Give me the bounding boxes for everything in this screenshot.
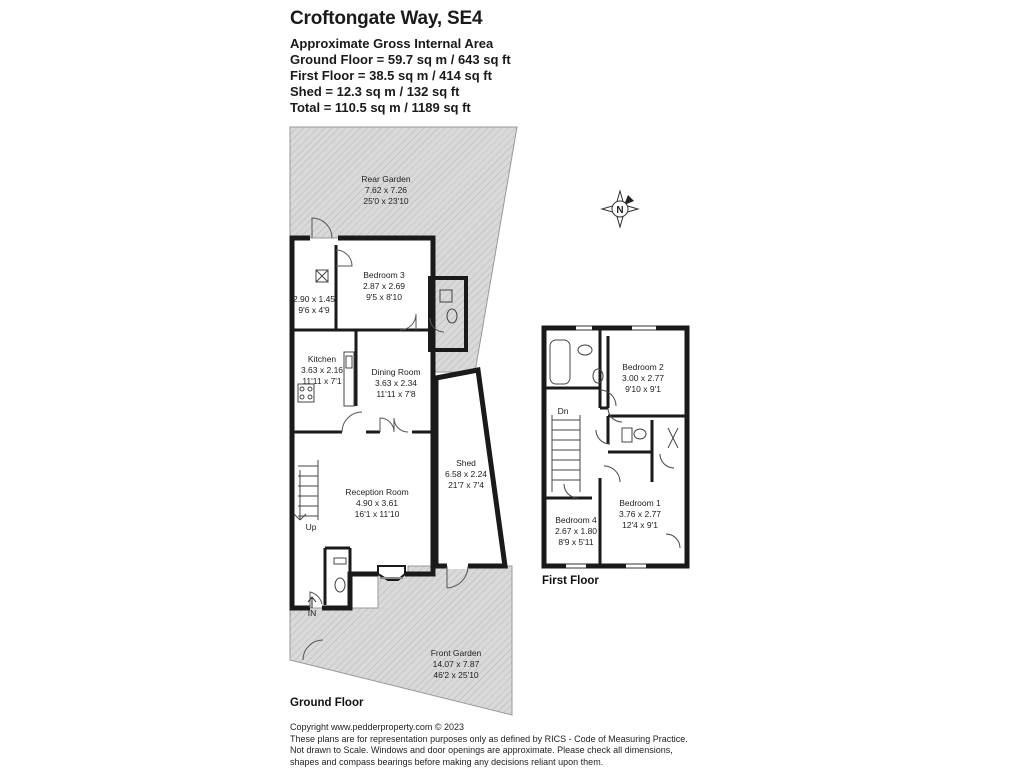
copyright-line: Copyright www.pedderproperty.com © 2023 [290, 722, 465, 732]
shed-metric: 6.58 x 2.24 [444, 469, 488, 479]
bedroom3-name: Bedroom 3 [363, 270, 405, 280]
bedroom3-imperial: 9'5 x 8'10 [366, 292, 402, 302]
reception-metric: 4.90 x 3.61 [355, 498, 399, 508]
disclaimer-line-2: Not drawn to Scale. Windows and door openings are approximate. Please check all dimensions, [290, 745, 673, 755]
area-shed: Shed = 12.3 sq m / 132 sq ft [290, 84, 460, 99]
disclaimer-line-3: shapes and compass bearings before making any decisions reliant upon them. [290, 756, 604, 767]
plan-footer [290, 722, 688, 768]
bedroom2-imperial: 9'10 x 9'1 [625, 384, 661, 394]
utility-imperial: 9'6 x 4'9 [298, 305, 330, 315]
bedroom4-name: Bedroom 4 [555, 515, 597, 525]
area-total: Total = 110.5 sq m / 1189 sq ft [290, 100, 471, 115]
property-title: Croftongate Way, SE4 [290, 8, 483, 29]
bedroom1-name: Bedroom 1 [619, 498, 661, 508]
dining-name: Dining Room [371, 367, 421, 377]
bedroom3-metric: 2.87 x 2.69 [362, 281, 406, 291]
shed-imperial: 21'7 x 7'4 [448, 480, 484, 490]
dining-imperial: 11'11 x 7'8 [376, 389, 416, 399]
area-heading: Approximate Gross Internal Area [290, 36, 494, 51]
stairs-down-label: Dn [557, 406, 569, 416]
bay-window [378, 566, 405, 580]
area-first-floor: First Floor = 38.5 sq m / 414 sq ft [290, 68, 492, 83]
bedroom4-imperial: 8'9 x 5'11 [558, 537, 594, 547]
entrance-label: IN [307, 608, 317, 618]
rear-garden-area [290, 127, 517, 372]
front-garden-metric: 14.07 x 7.87 [432, 659, 480, 669]
kitchen-imperial: 11'11 x 7'1 [302, 376, 342, 386]
rear-garden-name: Rear Garden [361, 174, 411, 184]
kitchen-metric: 3.63 x 2.16 [300, 365, 344, 375]
bedroom1-metric: 3.76 x 2.77 [618, 509, 662, 519]
compass-north-label: N [616, 205, 624, 216]
reception-name: Reception Room [345, 487, 409, 497]
bedroom2-metric: 3.00 x 2.77 [621, 373, 665, 383]
stairs-up-label: Up [305, 522, 317, 532]
shed-name: Shed [456, 458, 476, 468]
bedroom2-name: Bedroom 2 [622, 362, 664, 372]
ground-floor-label: Ground Floor [290, 697, 364, 709]
front-garden-area [290, 566, 512, 715]
utility-metric: 2.90 x 1.45 [292, 294, 336, 304]
kitchen-name: Kitchen [307, 354, 337, 364]
bedroom4-metric: 2.67 x 1.80 [554, 526, 598, 536]
front-garden-name: Front Garden [430, 648, 482, 658]
front-garden-imperial: 46'2 x 25'10 [433, 670, 479, 680]
dining-metric: 3.63 x 2.34 [374, 378, 418, 388]
rear-garden-metric: 7.62 x 7.26 [364, 185, 408, 195]
reception-imperial: 16'1 x 11'10 [354, 509, 400, 519]
area-ground-floor: Ground Floor = 59.7 sq m / 643 sq ft [290, 52, 511, 67]
rear-garden-imperial: 25'0 x 23'10 [363, 196, 409, 206]
shed-walls [436, 370, 505, 566]
first-floor-label: First Floor [542, 575, 599, 587]
bedroom1-imperial: 12'4 x 9'1 [622, 520, 658, 530]
disclaimer-line-1: These plans are for representation purposes only as defined by RICS - Code of Measuring Practice. [290, 733, 688, 744]
